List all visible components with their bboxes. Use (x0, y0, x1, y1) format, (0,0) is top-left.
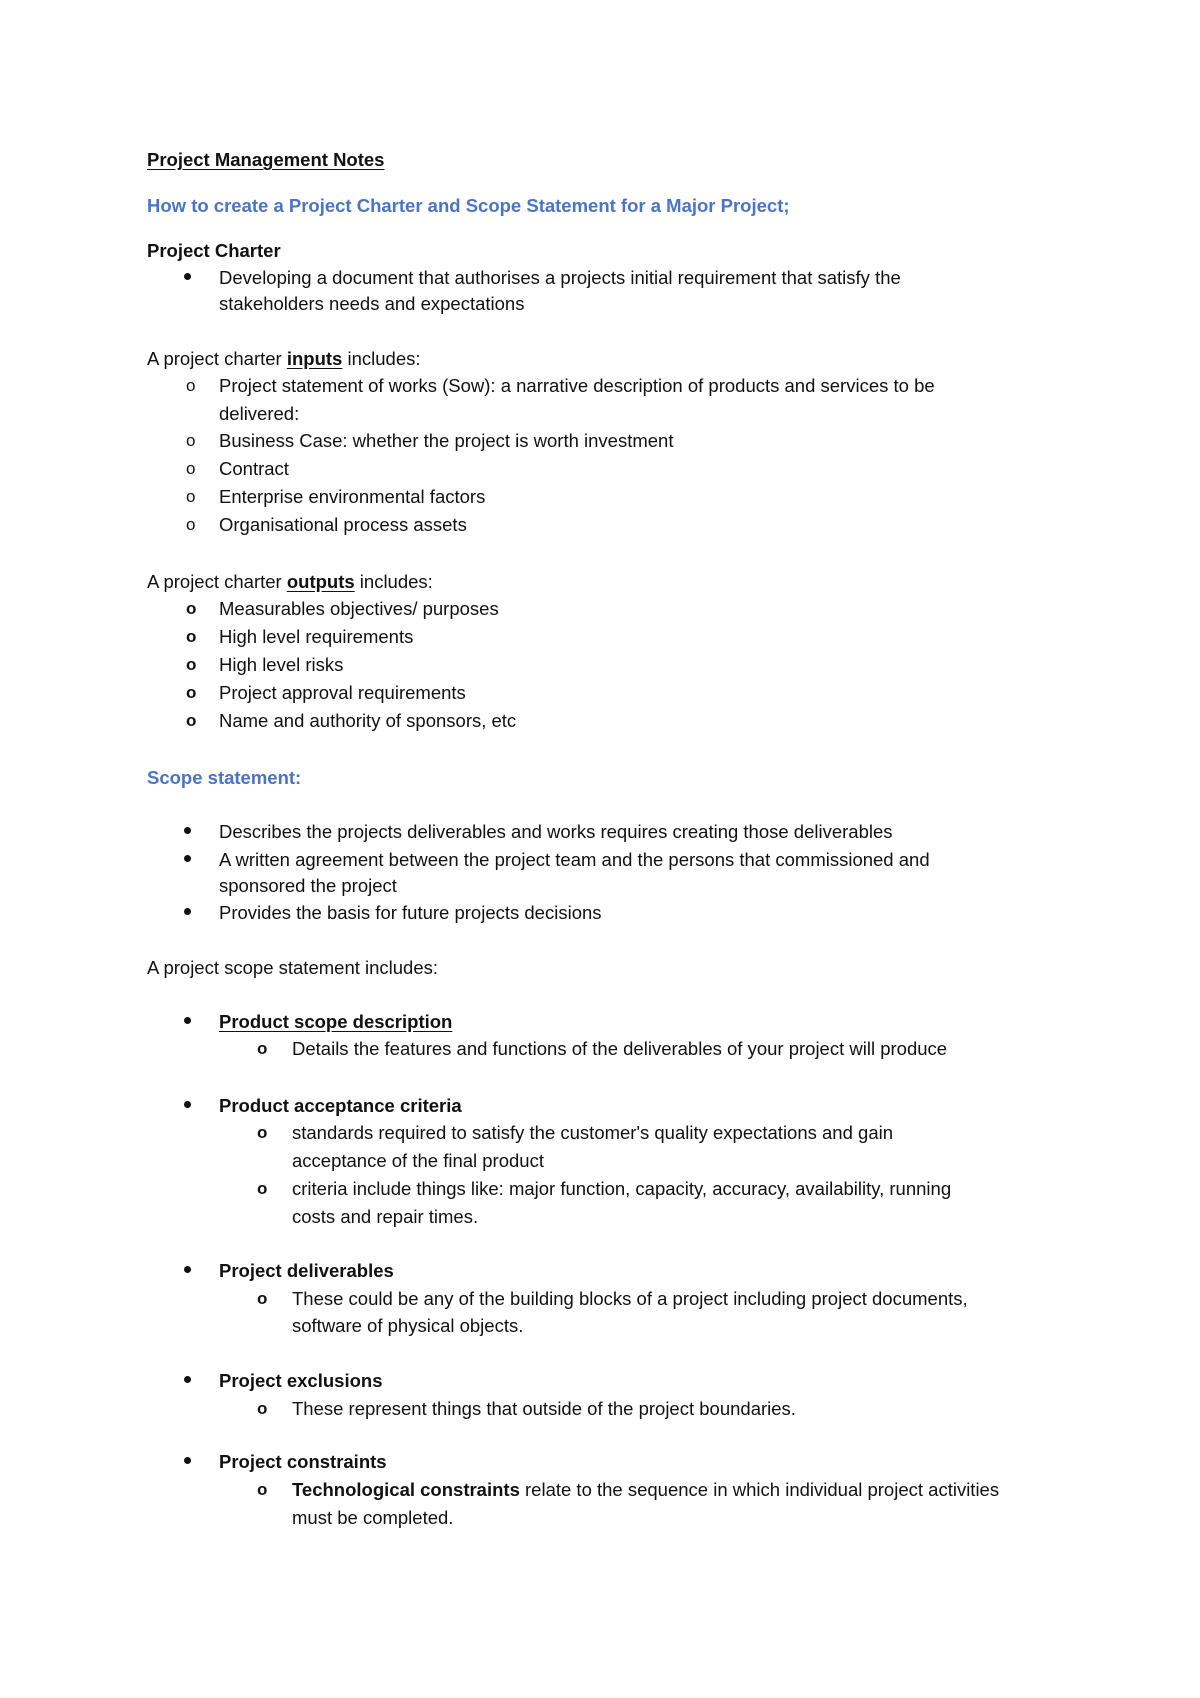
inputs-item-2: Business Case: whether the project is worth investment (219, 430, 674, 451)
circle-marker: o (186, 711, 197, 730)
circle-marker: o (186, 627, 197, 646)
constraints-sub1-line2: must be completed. (292, 1507, 454, 1528)
page-subtitle: How to create a Project Charter and Scope Statement for a Major Project; (147, 195, 790, 216)
acceptance-heading: Product acceptance criteria (219, 1095, 462, 1116)
circle-marker: o (186, 599, 197, 618)
bullet-dot (184, 1457, 191, 1464)
circle-marker: o (186, 683, 197, 702)
circle-marker: o (257, 1123, 268, 1142)
outputs-item-3: High level risks (219, 654, 344, 675)
inputs-item-1-cont: delivered: (219, 403, 300, 424)
scope-heading: Scope statement: (147, 767, 302, 788)
inputs-item-1: Project statement of works (Sow): a narrative description of products and services to be (219, 375, 935, 396)
scope-bullet-1: Describes the projects deliverables and works requires creating those deliverables (219, 821, 893, 842)
scope-bullet-3: Provides the basis for future projects decisions (219, 902, 602, 923)
outputs-keyword: outputs (286, 571, 355, 592)
bullet-dot (184, 1376, 191, 1383)
bullet-dot (184, 1266, 191, 1273)
inputs-item-3: Contract (219, 458, 289, 479)
charter-bullet-line1: Developing a document that authorises a projects initial requirement that satisfy the (219, 267, 901, 288)
charter-bullet-line2: stakeholders needs and expectations (219, 293, 525, 314)
constraints-heading: Project constraints (219, 1451, 387, 1472)
exclusions-sub1: These represent things that outside of the project boundaries. (292, 1398, 796, 1419)
bullet-dot (184, 1017, 191, 1024)
outputs-item-1: Measurables objectives/ purposes (219, 598, 499, 619)
product-scope-heading: Product scope description (219, 1011, 453, 1032)
inputs-intro (147, 346, 421, 372)
charter-heading: Project Charter (147, 240, 281, 261)
page-title: Project Management Notes (147, 149, 385, 170)
circle-marker: o (186, 487, 196, 506)
deliverables-sub1-line2: software of physical objects. (292, 1315, 524, 1336)
circle-marker: o (257, 1289, 268, 1308)
deliverables-heading: Project deliverables (219, 1260, 394, 1281)
acceptance-sub1-line1: standards required to satisfy the customer's quality expectations and gain (292, 1122, 894, 1143)
inputs-keyword: inputs (286, 348, 343, 369)
circle-marker: o (257, 1399, 268, 1418)
bullet-dot (184, 1101, 191, 1108)
circle-marker: o (186, 431, 196, 450)
outputs-item-4: Project approval requirements (219, 682, 466, 703)
inputs-suffix: includes: (342, 348, 421, 369)
bullet-dot (184, 855, 191, 862)
circle-marker: o (186, 655, 197, 674)
circle-marker: o (257, 1039, 268, 1058)
acceptance-sub2-line2: costs and repair times. (292, 1206, 479, 1227)
acceptance-sub1-line2: acceptance of the final product (292, 1150, 544, 1171)
acceptance-sub2-line1: criteria include things like: major function, capacity, accuracy, availability, running (292, 1178, 952, 1199)
outputs-item-2: High level requirements (219, 626, 414, 647)
inputs-prefix: A project charter (147, 348, 287, 369)
exclusions-heading: Project exclusions (219, 1370, 383, 1391)
constraints-sub1-bold: Technological constraints (292, 1479, 520, 1500)
scope-includes: A project scope statement includes: (147, 957, 439, 978)
bullet-dot (184, 908, 191, 915)
outputs-prefix: A project charter (147, 571, 287, 592)
inputs-item-5: Organisational process assets (219, 514, 467, 535)
constraints-sub1-line1 (292, 1477, 999, 1503)
scope-bullet-2-cont: sponsored the project (219, 875, 397, 896)
circle-marker: o (186, 376, 196, 395)
bullet-dot (184, 827, 191, 834)
deliverables-sub1-line1: These could be any of the building blocks of a project including project documents, (292, 1288, 968, 1309)
inputs-item-4: Enterprise environmental factors (219, 486, 486, 507)
circle-marker: o (186, 459, 196, 478)
constraints-sub1-rest: relate to the sequence in which individual project activities (519, 1479, 1000, 1500)
outputs-intro (147, 569, 433, 595)
outputs-suffix: includes: (354, 571, 433, 592)
product-scope-sub1: Details the features and functions of the deliverables of your project will produce (292, 1038, 948, 1059)
circle-marker: o (257, 1480, 268, 1499)
scope-bullet-2: A written agreement between the project team and the persons that commissioned and (219, 849, 930, 870)
circle-marker: o (186, 515, 196, 534)
bullet-dot (184, 273, 191, 280)
outputs-item-5: Name and authority of sponsors, etc (219, 710, 517, 731)
circle-marker: o (257, 1179, 268, 1198)
